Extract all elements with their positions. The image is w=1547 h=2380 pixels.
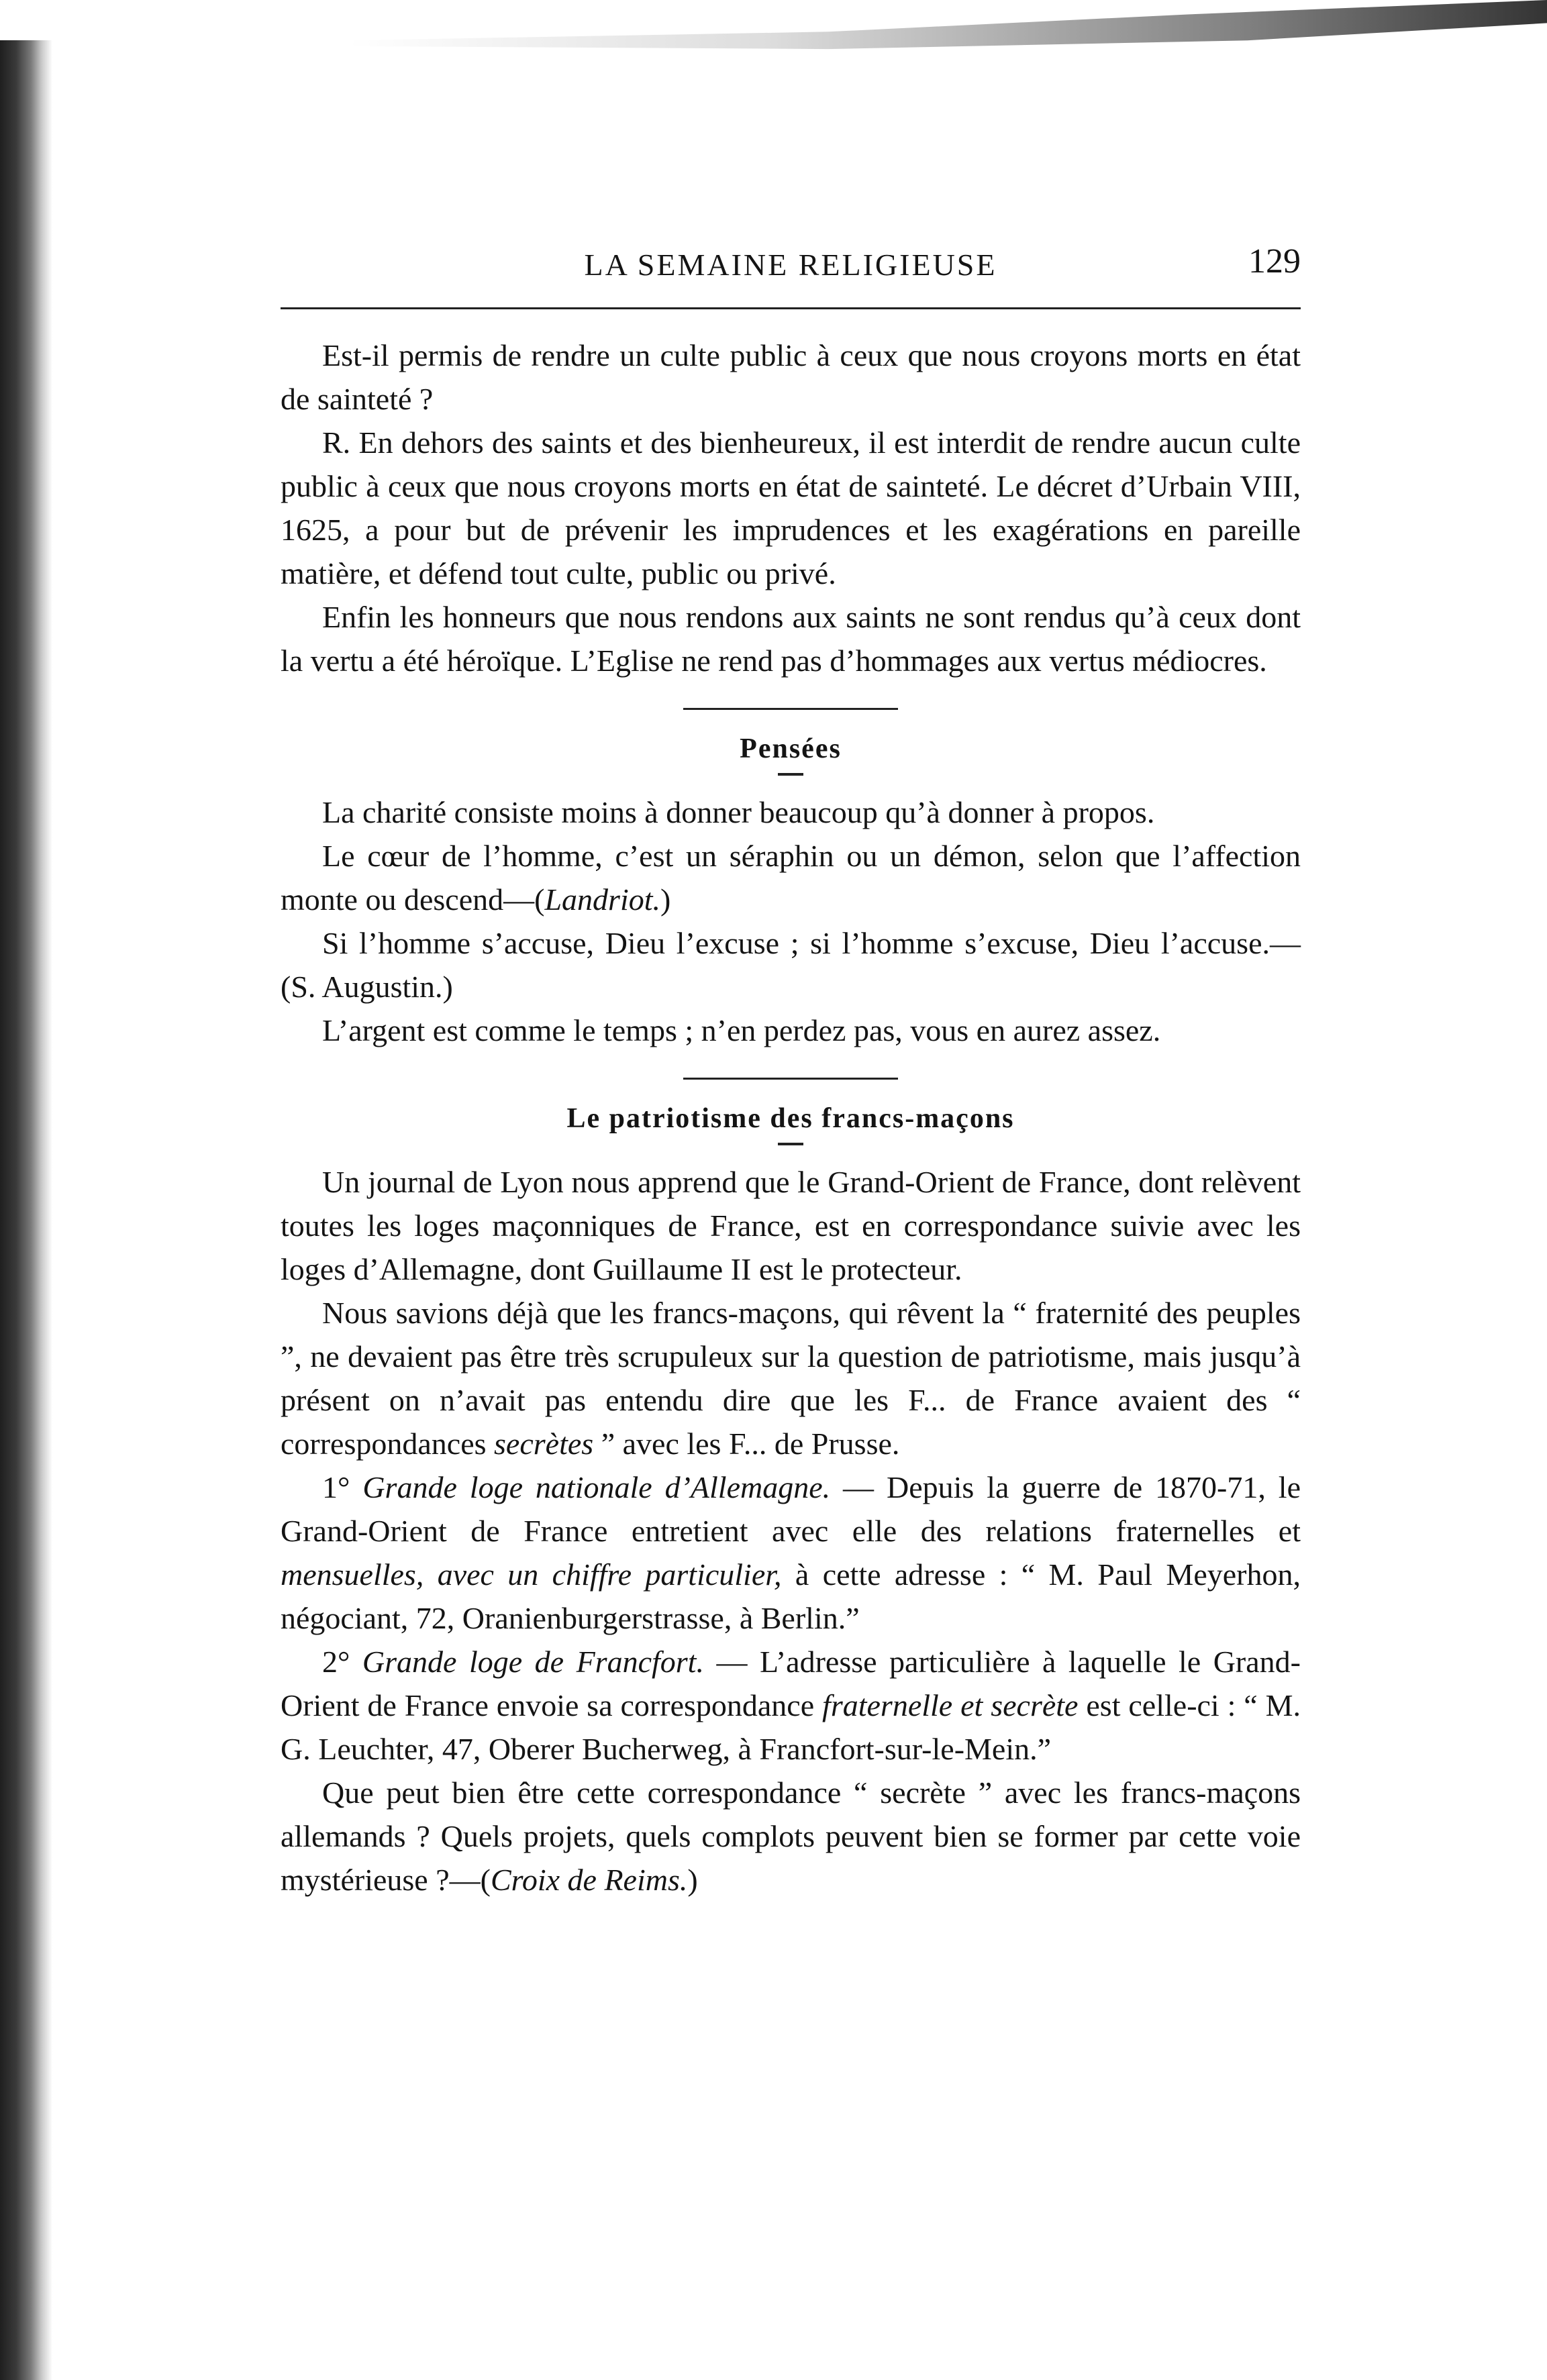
answer-paragraph: R. En dehors des saints et des bienheureux, il est interdit de rendre aucun culte public à ceux que nous croyons morts en état de sainteté. Le décret d’Urbain VIII, 1625, a pour but de prévenir les imprudences et les exagérations en pareille matière, et défend tout culte, public ou privé. <box>281 425 1301 590</box>
pensee-argent: L’argent est comme le temps ; n’en perdez pas, vous en aurez assez. <box>322 1013 1161 1047</box>
page <box>281 242 1301 1902</box>
article-paragraph-4 <box>281 1640 1301 1771</box>
pensee-coeur <box>281 834 1301 921</box>
patriotisme-section <box>281 1100 1301 1902</box>
header-rule <box>281 307 1301 309</box>
loge-name: Grande loge nationale d’Allemagne. <box>362 1470 831 1504</box>
section-separator <box>683 1078 898 1080</box>
paragraph-text: ) <box>687 1863 698 1897</box>
item-number: 2° <box>322 1645 362 1679</box>
source-citation: Croix de Reims. <box>490 1863 688 1897</box>
question-paragraph: Est-il permis de rendre un culte public à ceux que nous croyons morts en état de sainteté ? <box>281 338 1301 416</box>
scan-binding-shadow <box>0 40 52 2380</box>
running-title: LA SEMAINE RELIGIEUSE <box>584 248 997 282</box>
section-separator <box>683 708 898 710</box>
article-paragraph-5 <box>281 1771 1301 1902</box>
scan-top-noise <box>349 0 1547 58</box>
paragraph-text: — L’adresse particulière à laquelle le Grand-Orient de France envoie sa correspondance <box>281 1645 1301 1722</box>
paragraph-text: Nous savions déjà que les francs-maçons, qui rêvent la “ fraternité des peuples ”, ne devaient pas être très scrupuleux sur la question de patriotisme, mais jusqu’à présent on n’avait pas entendu dire que les F... de France avaient des “ correspondances <box>281 1296 1301 1461</box>
running-head <box>281 242 1301 295</box>
patriotisme-title: Le patriotisme des francs-maçons <box>566 1103 1015 1134</box>
article-paragraph-3 <box>281 1465 1301 1640</box>
title-dash <box>778 773 803 776</box>
article-paragraph-2 <box>281 1291 1301 1465</box>
paragraph-text: à cette adresse : “ M. Paul Meyerhon, négociant, 72, Oranienburgerstrasse, à Berlin.” <box>281 1557 1301 1635</box>
pensee-accuse: Si l’homme s’accuse, Dieu l’excuse ; si l’homme s’excuse, Dieu l’accuse.—(S. Augustin.) <box>281 926 1301 1004</box>
paragraph-text: — Depuis la guerre de 1870-71, le Grand-Orient de France entretient avec elle des relations fraternelles et <box>281 1470 1301 1548</box>
title-dash <box>778 1143 803 1145</box>
pensee-charite: La charité consiste moins à donner beaucoup qu’à donner à propos. <box>322 795 1155 829</box>
loge-name: Grande loge de Francfort. <box>362 1645 704 1679</box>
paragraph-italic: mensuelles, avec un chiffre particulier, <box>281 1557 782 1592</box>
pensees-title: Pensées <box>740 733 842 764</box>
paragraph-italic: secrètes <box>494 1427 594 1461</box>
pensees-section <box>281 730 1301 1052</box>
pensee-coeur-text: Le cœur de l’homme, c’est un séraphin ou un démon, selon que l’affection monte ou descend—( <box>281 839 1301 917</box>
page-number: 129 <box>1248 242 1301 280</box>
item-number: 1° <box>322 1470 363 1504</box>
paragraph-text: est celle-ci : “ M. G. Leuchter, 47, Oberer Bucherweg, à Francfort-sur-le-Mein.” <box>281 1688 1301 1766</box>
paragraph-italic: fraternelle et secrète <box>822 1688 1079 1722</box>
paragraph-text: Que peut bien être cette correspondance “ secrète ” avec les francs-maçons allemands ? Quels projets, quels complots peuvent bien se former par cette voie mystérieuse ?—( <box>281 1775 1301 1897</box>
catechism-section <box>281 333 1301 682</box>
pensee-coeur-source: Landriot. <box>544 882 660 917</box>
paragraph-text: ” avec les F... de Prusse. <box>593 1427 900 1461</box>
article-paragraph-1: Un journal de Lyon nous apprend que le Grand-Orient de France, dont relèvent toutes les loges maçonniques de France, est en correspondance suivie avec les loges d’Allemagne, dont Guillaume II est le protecteur. <box>281 1165 1301 1286</box>
pensee-coeur-end: ) <box>660 882 671 917</box>
honours-paragraph: Enfin les honneurs que nous rendons aux saints ne sont rendus qu’à ceux dont la vertu a été héroïque. L’Eglise ne rend pas d’hommages aux vertus médiocres. <box>281 600 1301 678</box>
